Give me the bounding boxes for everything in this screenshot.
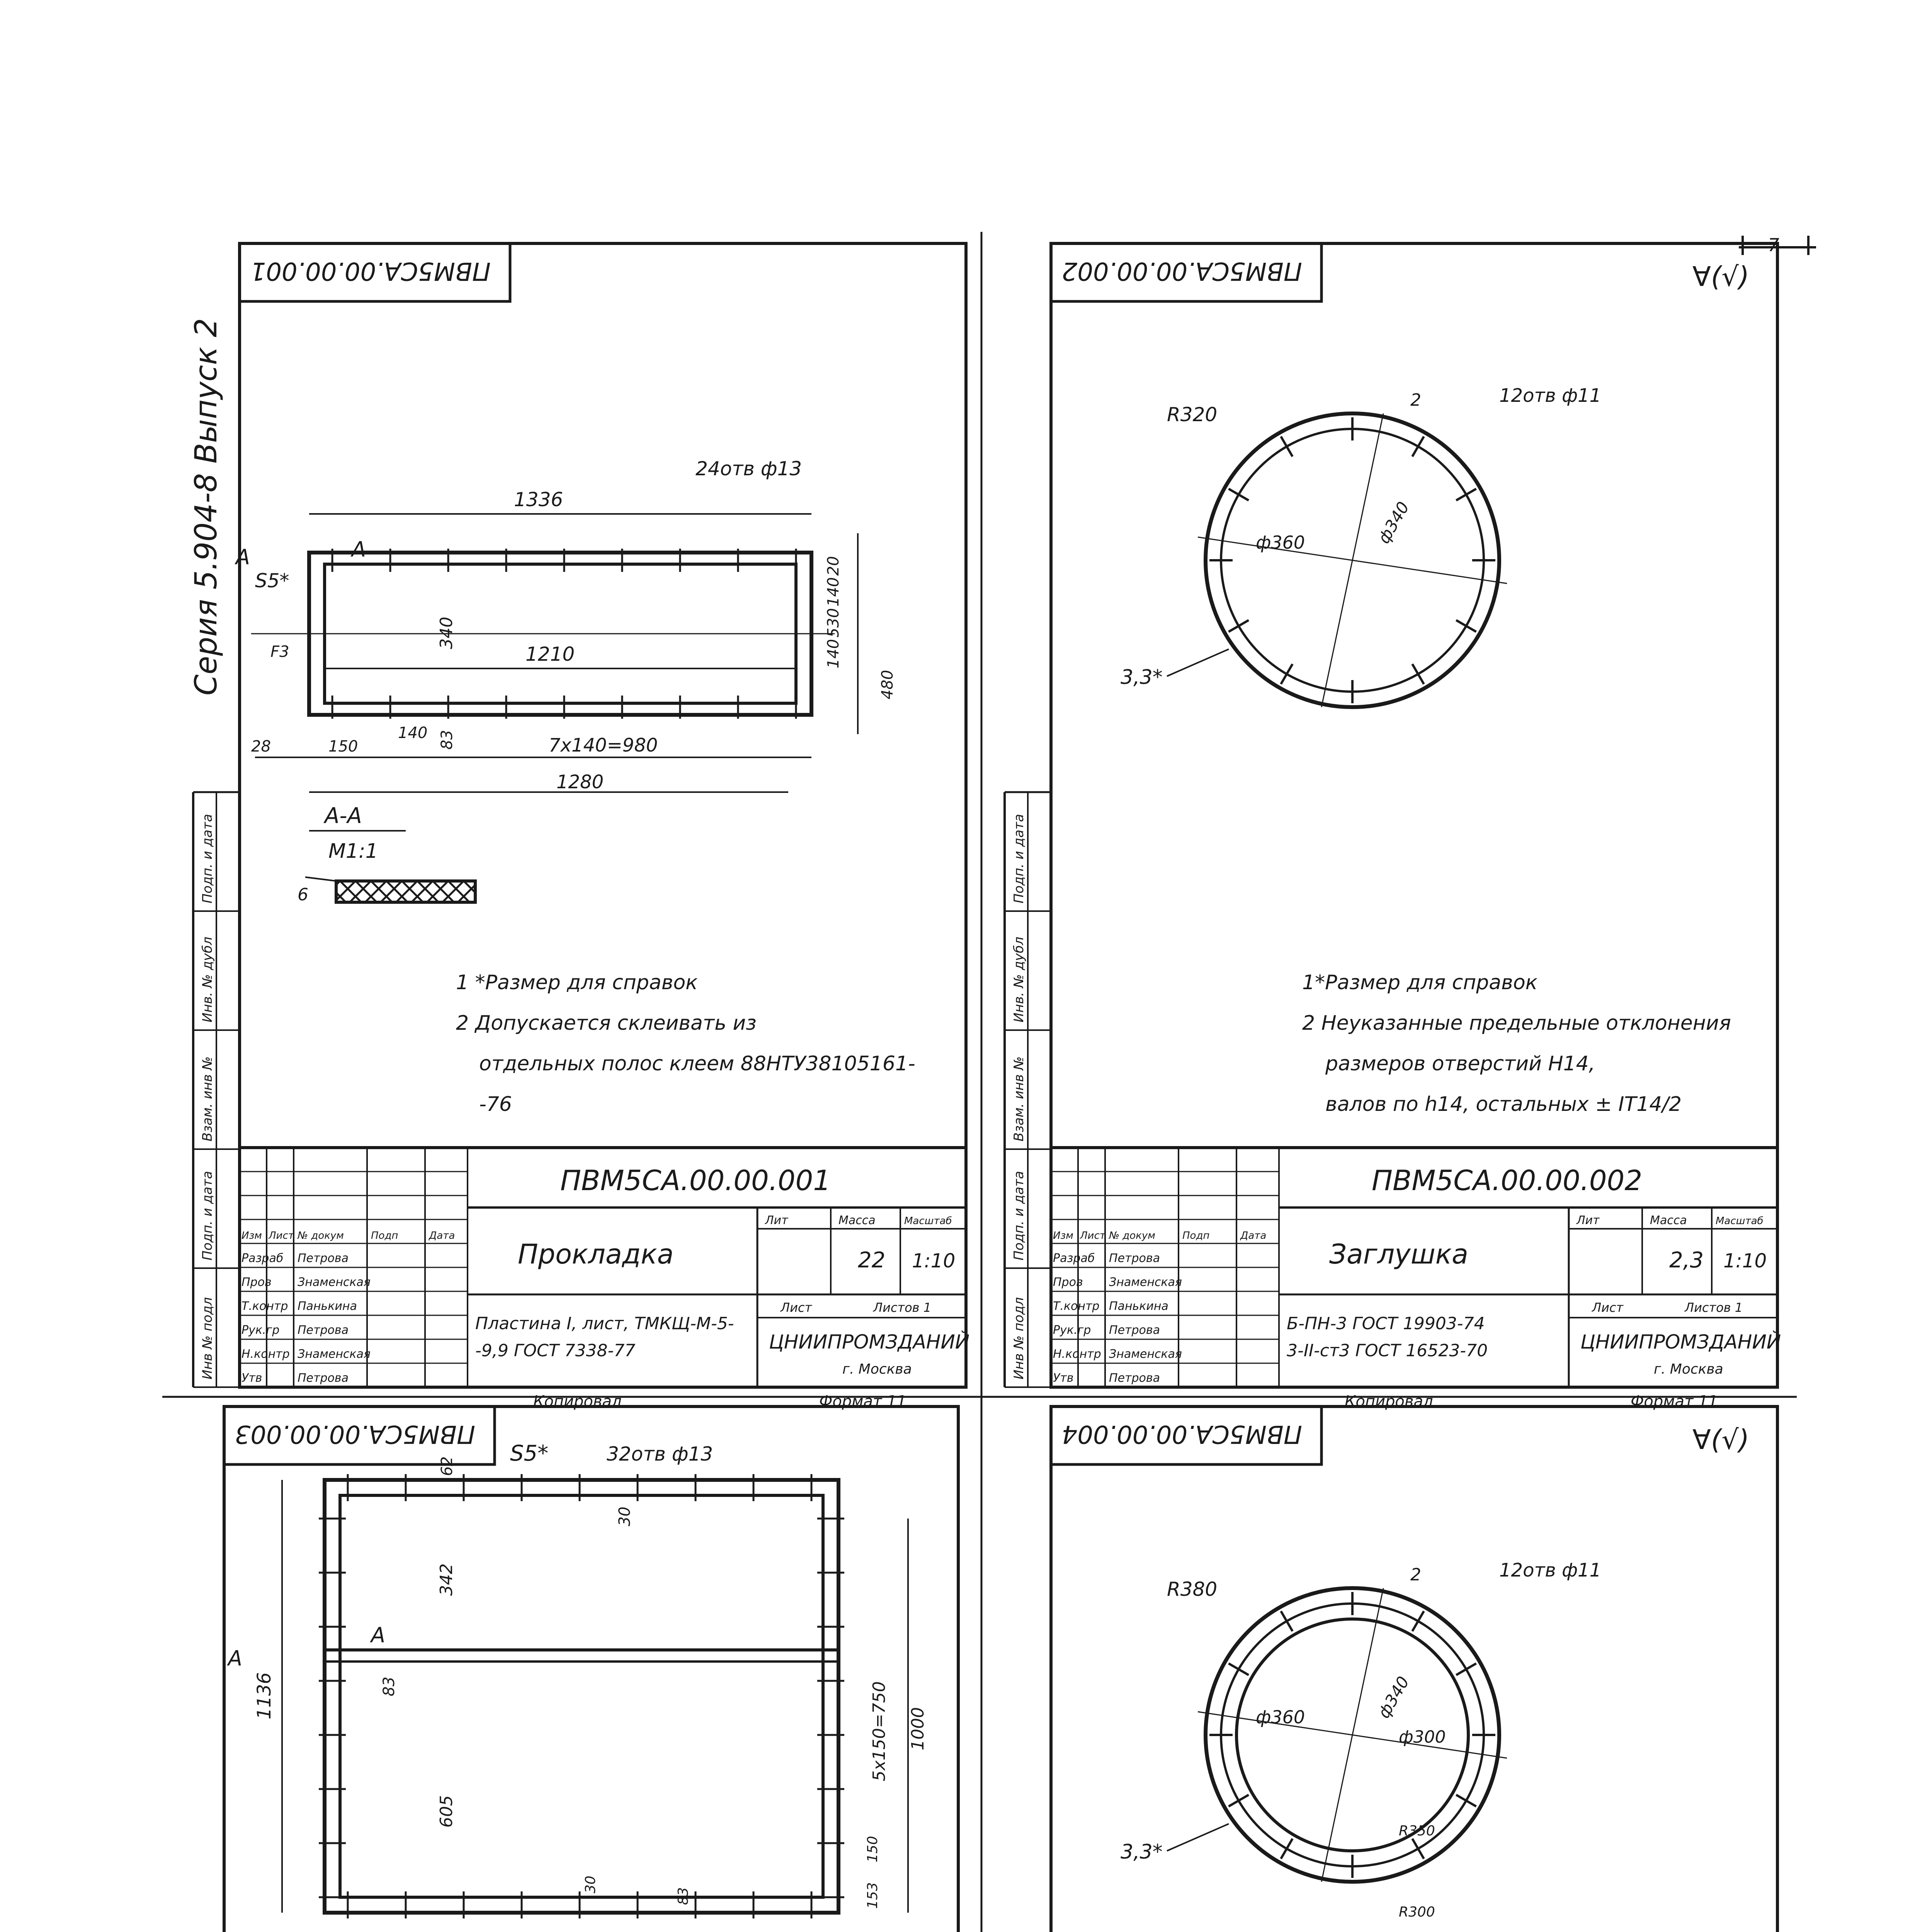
col-sheet: Лист xyxy=(1592,1300,1624,1315)
roughness-mark: ∀(√) xyxy=(1692,1424,1750,1456)
note-line: 1*Размер для справок xyxy=(1302,971,1538,994)
dim-p2: 140 xyxy=(398,724,428,742)
diameter-line xyxy=(1321,1588,1383,1882)
dim-overall-length: 1336 xyxy=(514,488,563,511)
hole-mark xyxy=(1412,437,1424,457)
dim-v-total: 1000 xyxy=(908,1707,928,1750)
dim-top: 62 xyxy=(438,1456,456,1476)
hole-mark xyxy=(1229,1663,1249,1675)
title-block xyxy=(1051,1148,1781,1387)
dim-holes: 12отв ф11 xyxy=(1499,385,1602,406)
gasket-outer xyxy=(325,1480,838,1913)
hole-mark xyxy=(1281,1838,1293,1859)
role-name: Знаменская xyxy=(1109,1347,1182,1361)
hole-mark xyxy=(1229,489,1249,500)
hole-mark xyxy=(1456,620,1476,632)
role-label: Т.контр xyxy=(242,1299,288,1313)
inverted-code: ПВМ5СА.00.00.003 xyxy=(235,1420,475,1448)
hole-mark xyxy=(1456,489,1476,500)
col-doc: № докум xyxy=(1109,1230,1155,1242)
inverted-code-box xyxy=(1051,1406,1321,1464)
strip-label: Взам. инв № xyxy=(1011,1056,1027,1141)
inverted-code-box xyxy=(224,1406,495,1464)
col-sheets: Листов 1 xyxy=(1685,1300,1743,1315)
gasket-plan-1 xyxy=(235,457,896,793)
organization: ЦНИИПРОМЗДАНИЙ xyxy=(1580,1331,1781,1353)
dim-mid: 30 xyxy=(616,1507,634,1526)
flange-plan xyxy=(1121,1560,1601,1920)
dim-p4: 28 xyxy=(251,738,271,755)
title-block xyxy=(240,1148,969,1387)
dim-pitch: 7х140=980 xyxy=(549,735,658,756)
role-name: Панькина xyxy=(1109,1299,1168,1313)
gasket-inner xyxy=(340,1495,823,1897)
organization: ЦНИИПРОМЗДАНИЙ xyxy=(769,1331,970,1353)
hole-mark xyxy=(1412,664,1424,684)
dim-d-inner: ф300 xyxy=(1399,1727,1446,1747)
role-label: Пров xyxy=(1053,1276,1083,1289)
col-mass: Масса xyxy=(1650,1214,1687,1227)
hole-mark xyxy=(1456,1795,1476,1806)
plug-plan xyxy=(1121,385,1601,707)
note-line: размеров отверстий Н14, xyxy=(1325,1052,1595,1075)
dim-h3: 605 xyxy=(437,1795,456,1828)
dim-d3: 530 xyxy=(825,608,842,638)
note-line: 2 Допускается склеивать из xyxy=(456,1012,757,1035)
dim-b1: 30 xyxy=(583,1876,599,1893)
mass-value: 2,3 xyxy=(1669,1248,1704,1273)
role-name: Знаменская xyxy=(298,1347,371,1361)
stamp-copied: Копировал xyxy=(533,1393,622,1410)
role-label: Н.контр xyxy=(242,1347,290,1361)
col-scale: Масштаб xyxy=(1716,1215,1764,1227)
dim-p1: 150 xyxy=(328,738,358,755)
dim-pitch-v: 5х150=750 xyxy=(869,1681,889,1781)
drawing-frame-1 xyxy=(193,243,969,1410)
dim-b2: 83 xyxy=(675,1887,691,1905)
section-mark-right: А xyxy=(352,537,366,561)
role-label: Пров xyxy=(242,1276,272,1289)
note-line: 2 Неуказанные предельные отклонения xyxy=(1302,1012,1731,1035)
section-dim: 6 xyxy=(298,885,308,905)
role-label: Разраб xyxy=(242,1252,284,1265)
dim-d-bolt: ф340 xyxy=(1374,1673,1413,1721)
scale-value: 1:10 xyxy=(1723,1250,1767,1272)
col-scale: Масштаб xyxy=(904,1215,952,1227)
dim-v2: 153 xyxy=(865,1882,881,1909)
dim-d4: 140 xyxy=(825,639,842,668)
material-line-1: Б-ПН-3 ГОСТ 19903-74 xyxy=(1287,1314,1485,1333)
dim-s: S5* xyxy=(510,1441,549,1466)
col-izm: Изм xyxy=(242,1230,262,1242)
frame-border xyxy=(224,1406,958,1932)
strip-label: Инв. № дубл xyxy=(1011,937,1027,1022)
scale-value: 1:10 xyxy=(912,1250,956,1272)
role-label: Разраб xyxy=(1053,1252,1095,1265)
material-line-2: 3-II-ст3 ГОСТ 16523-70 xyxy=(1287,1341,1488,1361)
role-name: Знаменская xyxy=(1109,1276,1182,1289)
col-date: Дата xyxy=(429,1230,455,1242)
role-name: Знаменская xyxy=(298,1276,371,1289)
dim-p3: 83 xyxy=(438,730,456,750)
dim-radius: R320 xyxy=(1167,403,1218,426)
inverted-code: ПВМ5СА.00.00.002 xyxy=(1061,257,1302,285)
dim-holes: 12отв ф11 xyxy=(1499,1560,1602,1581)
inverted-code-box xyxy=(240,243,510,301)
strip-label: Инв № подл xyxy=(200,1297,215,1379)
inverted-code: ПВМ5СА.00.00.001 xyxy=(250,257,491,285)
strip-label: Инв. № дубл xyxy=(200,937,215,1022)
stamp-format: Формат 11 xyxy=(1631,1393,1718,1410)
city: г. Москва xyxy=(842,1361,912,1377)
inverted-code: ПВМ5СА.00.00.004 xyxy=(1061,1420,1302,1448)
material-line-1: Пластина I, лист, ТМКЩ-М-5- xyxy=(475,1314,734,1333)
role-name: Петрова xyxy=(298,1323,349,1337)
dim-v1: 150 xyxy=(865,1836,881,1862)
section-mark-left: А xyxy=(236,545,250,569)
note-line: отдельных полос клеем 88НТУ38105161- xyxy=(479,1052,915,1075)
strip-label: Подп. и дата xyxy=(1011,814,1027,903)
dim-radius: R380 xyxy=(1167,1578,1218,1600)
mass-value: 22 xyxy=(858,1248,886,1273)
strip-label: Инв № подл xyxy=(1011,1297,1027,1379)
col-lit: Лит xyxy=(765,1214,788,1227)
leader xyxy=(305,877,336,881)
roughness-mark: ∀(√) xyxy=(1692,261,1750,293)
col-sign: Подп xyxy=(371,1230,398,1242)
dim-h1: 342 xyxy=(437,1563,456,1596)
dim-angle-mark: 2 xyxy=(1410,390,1421,410)
dim-s: 3,3* xyxy=(1121,666,1163,689)
dim-inner-length: 1210 xyxy=(526,643,575,665)
dim-d-outer: ф360 xyxy=(1256,532,1305,553)
role-label: Утв xyxy=(242,1371,262,1385)
drawing-code: ПВМ5СА.00.00.001 xyxy=(560,1164,831,1197)
note-line: 1 *Размер для справок xyxy=(456,971,698,994)
dim-h2: 83 xyxy=(380,1677,398,1696)
notes xyxy=(1302,971,1731,1116)
dim-s: 3,3* xyxy=(1121,1840,1163,1864)
dim-s: S5* xyxy=(255,570,289,592)
dim-r-small: R300 xyxy=(1399,1904,1435,1920)
drawing-code: ПВМ5СА.00.00.002 xyxy=(1371,1164,1643,1197)
role-name: Петрова xyxy=(1109,1371,1160,1385)
gasket-plan-2 xyxy=(227,1441,928,1932)
inverted-code-box xyxy=(1051,243,1321,301)
part-name: Заглушка xyxy=(1329,1238,1468,1270)
section-title: А-А xyxy=(325,803,362,828)
dim-d-bolt: ф340 xyxy=(1374,498,1413,547)
role-name: Петрова xyxy=(1109,1252,1160,1265)
dim-r-inner: R350 xyxy=(1399,1823,1435,1839)
col-list: Лист xyxy=(1080,1230,1105,1242)
note-line: валов по h14, остальных ± IT14/2 xyxy=(1325,1093,1682,1116)
dim-d1: 20 xyxy=(825,556,842,576)
role-name: Петрова xyxy=(298,1252,349,1265)
strip-label: Подп. и дата xyxy=(1011,1171,1027,1260)
col-list: Лист xyxy=(269,1230,294,1242)
dim-angle-mark: 2 xyxy=(1410,1565,1421,1585)
role-label: Утв xyxy=(1053,1371,1074,1385)
section-mark-left: А xyxy=(228,1646,242,1670)
col-sheet: Лист xyxy=(781,1300,812,1315)
col-date: Дата xyxy=(1240,1230,1267,1242)
section-hatch xyxy=(336,881,475,902)
strip-label: Подп. и дата xyxy=(200,814,215,903)
drawing-frame-3 xyxy=(178,1406,958,1932)
section-aa xyxy=(298,803,475,905)
col-mass: Масса xyxy=(838,1214,876,1227)
dim-inner-height: 340 xyxy=(437,617,456,649)
sheet-number: 7 xyxy=(1768,235,1779,255)
stamp-copied: Копировал xyxy=(1345,1393,1433,1410)
hole-mark xyxy=(1456,1663,1476,1675)
section-scale: М1:1 xyxy=(328,840,378,863)
left-strip xyxy=(193,792,240,1387)
col-sheets: Листов 1 xyxy=(873,1300,932,1315)
diameter-line xyxy=(1321,413,1383,707)
dim-base: 1280 xyxy=(556,771,604,793)
role-name: Панькина xyxy=(298,1299,357,1313)
dim-d5: 480 xyxy=(879,670,896,699)
hole-mark xyxy=(1281,1611,1293,1631)
leader xyxy=(1167,649,1229,676)
series-label: Серия 5.904-8 Выпуск 2 xyxy=(189,318,224,696)
left-strip xyxy=(1005,792,1051,1387)
city: г. Москва xyxy=(1654,1361,1723,1377)
role-label: Н.контр xyxy=(1053,1347,1101,1361)
part-name: Прокладка xyxy=(518,1238,674,1270)
hole-mark xyxy=(1281,664,1293,684)
dim-holes: 24отв ф13 xyxy=(696,457,802,480)
section-mark-right: А xyxy=(371,1623,385,1647)
col-doc: № докум xyxy=(298,1230,344,1242)
role-label: Т.контр xyxy=(1053,1299,1100,1313)
dim-h-total: 1136 xyxy=(253,1672,275,1719)
dim-d2: 140 xyxy=(825,577,842,607)
dim-side: F3 xyxy=(270,643,289,661)
role-name: Петрова xyxy=(1109,1323,1160,1337)
dim-d-outer: ф360 xyxy=(1256,1707,1305,1728)
note-line: -76 xyxy=(479,1093,512,1116)
stamp-format: Формат 11 xyxy=(819,1393,906,1410)
strip-label: Подп. и дата xyxy=(200,1171,215,1260)
role-label: Рук.гр xyxy=(242,1323,280,1337)
hole-mark xyxy=(1281,437,1293,457)
hole-mark xyxy=(1412,1838,1424,1859)
drawing-frame-2 xyxy=(1005,243,1781,1410)
notes xyxy=(456,971,915,1116)
drawing-frame-4 xyxy=(1005,1406,1781,1932)
strip-label: Взам. инв № xyxy=(200,1056,215,1141)
hole-mark xyxy=(1412,1611,1424,1631)
col-izm: Изм xyxy=(1053,1230,1073,1242)
col-lit: Лит xyxy=(1577,1214,1600,1227)
role-label: Рук.гр xyxy=(1053,1323,1091,1337)
dim-holes: 32отв ф13 xyxy=(607,1443,713,1465)
leader xyxy=(1167,1824,1229,1851)
col-sign: Подп xyxy=(1182,1230,1210,1242)
hole-mark xyxy=(1229,1795,1249,1806)
hole-mark xyxy=(1229,620,1249,632)
role-name: Петрова xyxy=(298,1371,349,1385)
material-line-2: -9,9 ГОСТ 7338-77 xyxy=(475,1341,636,1361)
